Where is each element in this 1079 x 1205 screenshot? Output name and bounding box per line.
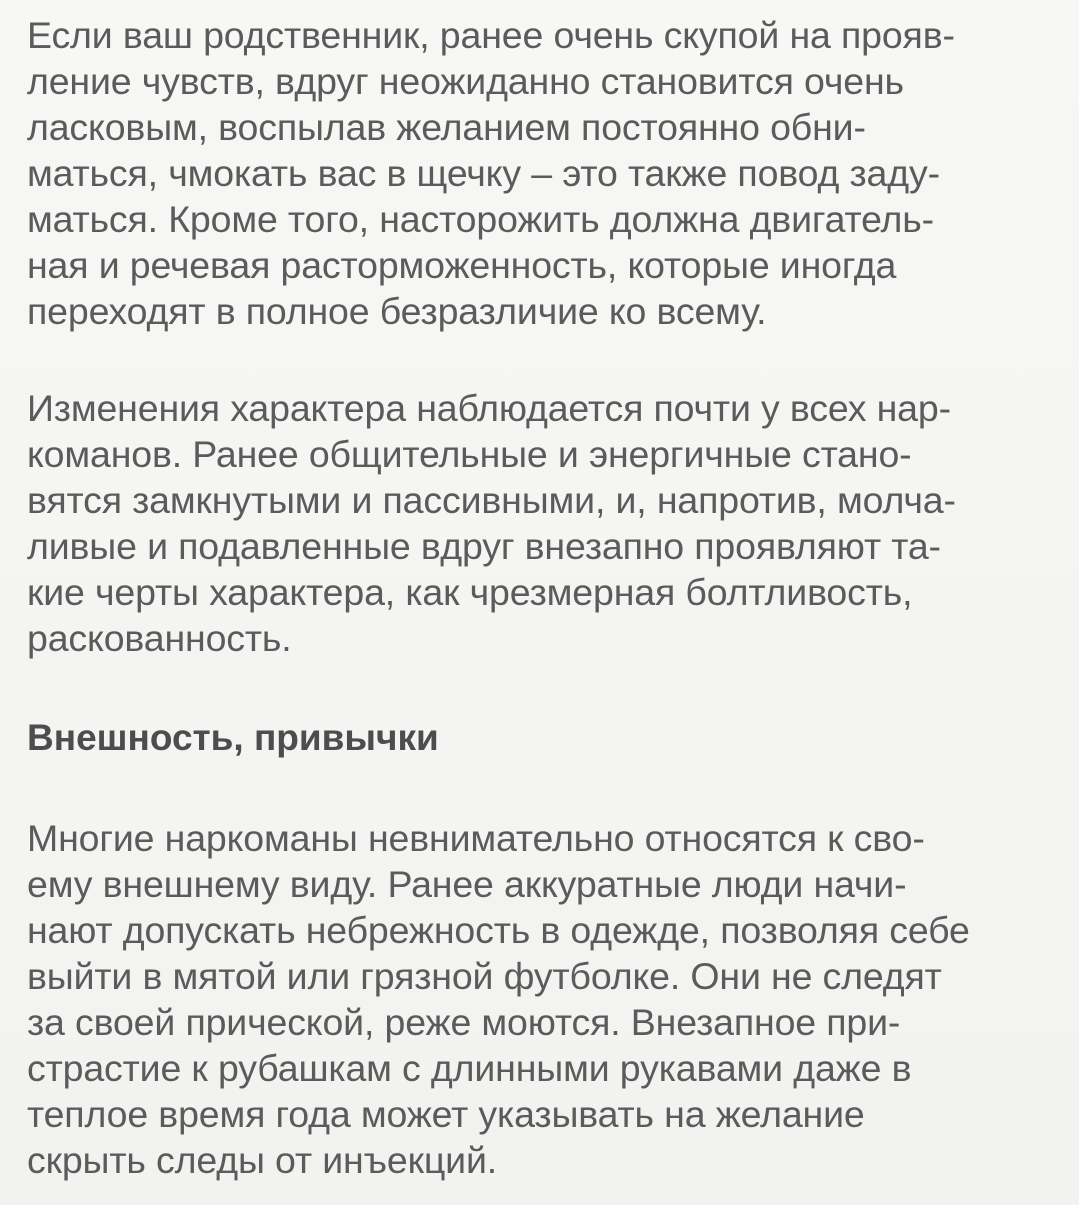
- paragraph-line: переходят в полное безразличие ко всему.: [27, 290, 767, 332]
- paragraph-2: [27, 385, 956, 661]
- paragraph-line: выйти в мятой или грязной футболке. Они не следят: [27, 955, 942, 997]
- paragraph-line: нают допускать небрежность в одежде, позволяя себе: [27, 909, 970, 951]
- paragraph-line: скрыть следы от инъекций.: [27, 1139, 498, 1181]
- paragraph-3: [27, 815, 970, 1183]
- paragraph-line: вятся замкнутыми и пассивными, и, напротив, молча-: [27, 479, 956, 521]
- paragraph-line: кие черты характера, как чрезмерная болтливость,: [27, 571, 913, 613]
- paragraph-line: ему внешнему виду. Ранее аккуратные люди начи-: [27, 863, 907, 905]
- paragraph-line: теплое время года может указывать на желание: [27, 1093, 865, 1135]
- paragraph-line: ливые и подавленные вдруг внезапно проявляют та-: [27, 525, 941, 567]
- paragraph-line: команов. Ранее общительные и энергичные стано-: [27, 433, 912, 475]
- paragraph-line: ласковым, воспылав желанием постоянно обни-: [27, 106, 866, 148]
- paragraph-line: Изменения характера наблюдается почти у всех нар-: [27, 387, 951, 429]
- paragraph-1: [27, 12, 955, 334]
- paragraph-line: за своей прической, реже моются. Внезапное при-: [27, 1001, 901, 1043]
- paragraph-line: Если ваш родственник, ранее очень скупой на прояв-: [27, 14, 955, 56]
- paragraph-line: ление чувств, вдруг неожиданно становится очень: [27, 60, 904, 102]
- paragraph-line: раскованность.: [27, 617, 292, 659]
- paragraph-line: ная и речевая расторможенность, которые иногда: [27, 244, 897, 286]
- paragraph-line: страстие к рубашкам с длинными рукавами даже в: [27, 1047, 912, 1089]
- paragraph-line: Многие наркоманы невнимательно относятся к сво-: [27, 817, 925, 859]
- paragraph-line: маться, чмокать вас в щечку – это также повод заду-: [27, 152, 940, 194]
- section-heading: Внешность, привычки: [27, 717, 439, 758]
- paragraph-line: маться. Кроме того, насторожить должна двигатель-: [27, 198, 934, 240]
